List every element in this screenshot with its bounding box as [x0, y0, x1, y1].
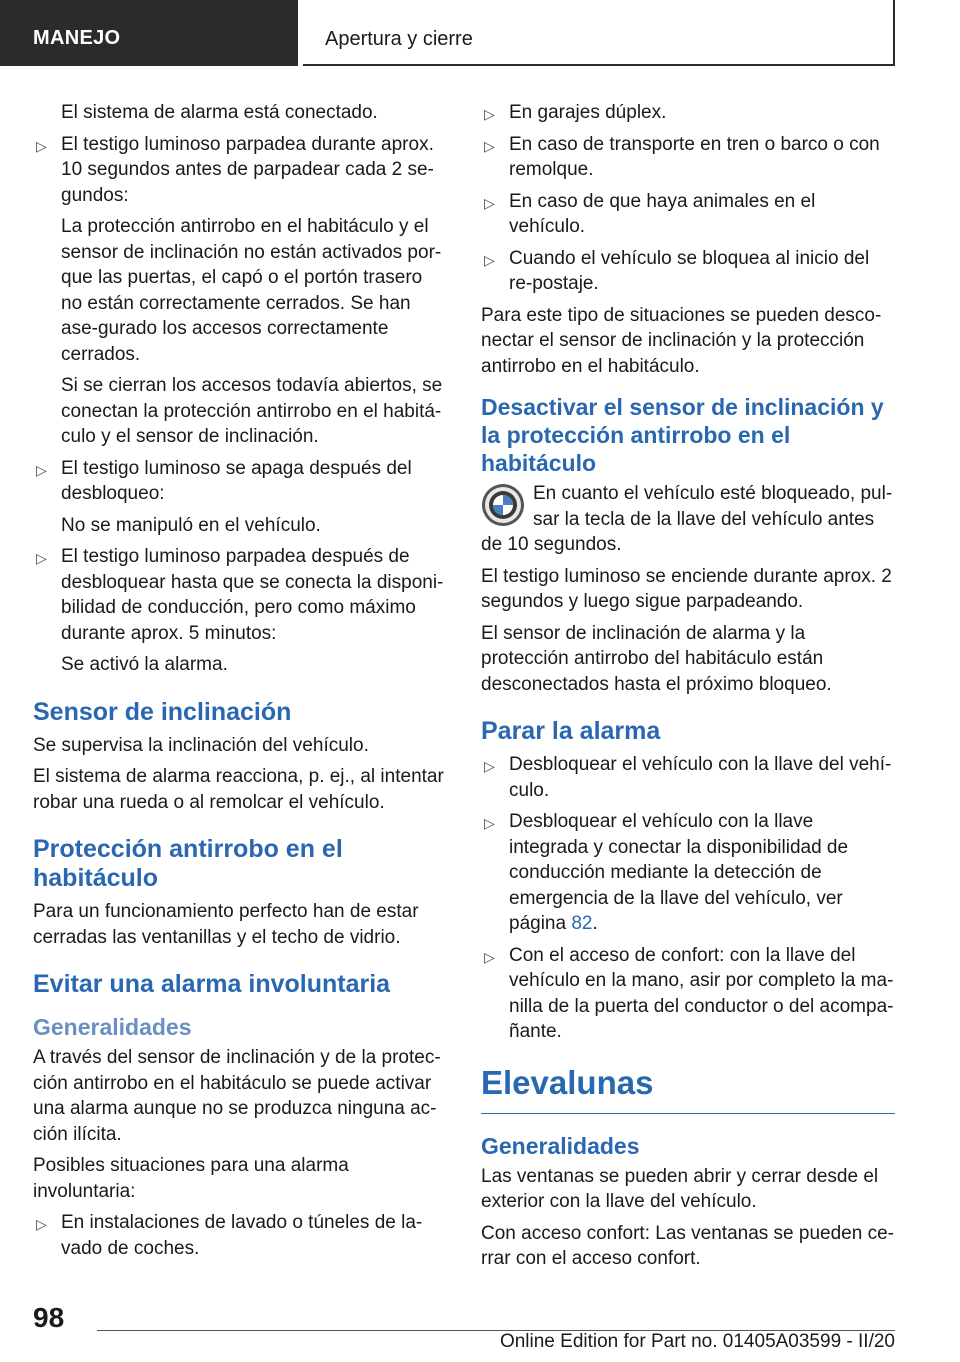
triangle-bullet-icon: ▷	[36, 137, 47, 154]
list-item: ▷ Cuando el vehículo se bloquea al inicio del re-postaje.	[484, 247, 870, 294]
paragraph: La protección antirrobo en el habitáculo y el sensor de inclinación no están activados por-que las puertas, el capó o el portón trasero no están correctamente cerrados. Se han ase-gurado los accesos correctamente cerrados.	[61, 216, 442, 365]
paragraph: No se manipuló en el vehículo.	[61, 514, 321, 536]
heading-evitar-alarma: Evitar una alarma involuntaria	[33, 970, 391, 998]
triangle-bullet-icon: ▷	[484, 815, 495, 831]
heading-parar-alarma: Parar la alarma	[481, 717, 661, 745]
list-item: ▷ En instalaciones de lavado o túneles de la-vado de coches.	[36, 1212, 423, 1259]
heading-sensor-inclinacion: Sensor de inclinación	[33, 697, 292, 726]
list-item: ▷ En caso de que haya animales en el vehículo.	[484, 190, 816, 237]
right-column	[481, 100, 895, 1278]
header-section-title: MANEJO	[33, 27, 121, 49]
desactivar-block	[481, 481, 895, 558]
header-section-tab	[0, 0, 298, 66]
triangle-bullet-icon: ▷	[484, 106, 495, 122]
list-item: ▷ El testigo luminoso parpadea después de desbloquear hasta que se conecta la disponi-bilidad de conducción, pero como máximo durante aprox. 5 minutos:	[36, 546, 444, 644]
paragraph: Para un funcionamiento perfecto han de estar cerradas las ventanillas y el techo de vidrio.	[33, 901, 419, 948]
footer-edition: Online Edition for Part no. 01405A03599 - II/20	[499, 1331, 895, 1352]
bmw-key-icon	[481, 483, 525, 527]
triangle-bullet-icon: ▷	[36, 1216, 47, 1232]
paragraph: El sensor de inclinación de alarma y la protección antirrobo del habitáculo están desconectados hasta el próximo bloqueo.	[481, 622, 832, 695]
heading-elevalunas: Elevalunas	[481, 1063, 895, 1114]
left-column	[33, 100, 448, 1267]
triangle-bullet-icon: ▷	[484, 194, 495, 211]
paragraph: Si se cierran los accesos todavía abiertos, se conectan la protección antirrobo en el habitá-culo y el sensor de inclinación.	[61, 375, 443, 447]
list-item: ▷ En caso de transporte en tren o barco o con remolque.	[484, 133, 880, 180]
triangle-bullet-icon: ▷	[484, 948, 495, 965]
heading-generalidades: Generalidades	[481, 1132, 640, 1159]
triangle-bullet-icon: ▷	[484, 758, 495, 774]
paragraph: Se activó la alarma.	[61, 654, 228, 675]
paragraph: Posibles situaciones para una alarma involuntaria:	[33, 1155, 349, 1202]
triangle-bullet-icon: ▷	[36, 461, 47, 478]
paragraph: Con acceso confort: Las ventanas se pueden ce-rrar con el acceso confort.	[481, 1222, 894, 1269]
list-item: ▷ Con el acceso de confort: con la llave del vehículo en la mano, asir por completo la ma-nilla de la puerta del conductor o del acompa-ñante.	[484, 944, 894, 1042]
heading-desactivar-sensor: Desactivar el sensor de inclinación y la protección antirrobo en el habitáculo	[481, 394, 884, 476]
header-chapter-box	[303, 0, 895, 66]
paragraph: A través del sensor de inclinación y de la protec-ción antirrobo en el habitáculo se puede activar una alarma aunque no se produzca ninguna ac-ción ilícita.	[33, 1047, 441, 1145]
triangle-bullet-icon: ▷	[36, 550, 47, 566]
page-number: 98	[33, 1302, 65, 1333]
paragraph: El testigo luminoso se enciende durante aprox. 2 segundos y luego sigue parpadeando.	[481, 565, 892, 612]
paragraph: Para este tipo de situaciones se pueden desco-nectar el sensor de inclinación y la protección antirrobo en el habitáculo.	[481, 304, 882, 377]
heading-proteccion-antirrobo: Protección antirrobo en el habitáculo	[33, 835, 343, 892]
paragraph: Las ventanas se pueden abrir y cerrar desde el exterior con la llave del vehículo.	[481, 1165, 879, 1212]
paragraph: El sistema de alarma está conectado.	[61, 102, 378, 123]
heading-generalidades: Generalidades	[33, 1014, 192, 1040]
list-item: ▷ En garajes dúplex.	[481, 100, 895, 126]
triangle-bullet-icon: ▷	[484, 137, 495, 154]
list-item: ▷ El testigo luminoso parpadea durante aprox. 10 segundos antes de parpadear cada 2 se-gundos:	[36, 133, 434, 206]
page-link[interactable]: 82	[571, 913, 593, 934]
paragraph: En cuanto el vehículo esté bloqueado, pul-sar la tecla de la llave del vehículo antes de 10 segundos.	[481, 483, 893, 555]
paragraph: Se supervisa la inclinación del vehículo.	[33, 734, 369, 756]
triangle-bullet-icon: ▷	[484, 251, 495, 268]
list-item: ▷ El testigo luminoso se apaga después del desbloqueo:	[36, 457, 412, 504]
list-item: ▷ Desbloquear el vehículo con la llave del vehí-culo.	[484, 754, 892, 801]
paragraph: El sistema de alarma reacciona, p. ej., al intentar robar una rueda o al remolcar el vehículo.	[33, 766, 444, 813]
header-chapter-title: Apertura y cierre	[325, 28, 473, 50]
list-item: ▷ Desbloquear el vehículo con la llave integrada y conectar la disponibilidad de conducción mediante la detección de emergencia de la llave del vehículo, ver página 82.	[484, 811, 849, 934]
